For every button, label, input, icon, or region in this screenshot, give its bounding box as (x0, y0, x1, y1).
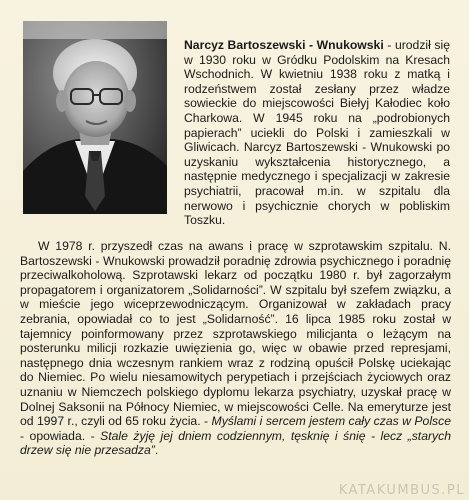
paragraph-end: . (154, 443, 159, 458)
quote-text: Myślami i sercem jestem cały czas w Polsce (211, 414, 452, 429)
watermark: KATAKUMBUS.PL (338, 483, 465, 498)
intro-text: - urodził się w 1930 roku w Gródku Podolskim na Kresach Wschodnich. W kwietniu 1938 roku z matką i rodzeństwem został zesłany przez władze sowieckie do miejscowości Biełyj Kałodiec koło Charkowa. W 1945 roku na „podrobionych papierach” uciekli do Polski i zamieszkali w Gliwicach. Narcyz Bartoszewski - Wnukowski po uzyskaniu wykształcenia historycznego, a następnie medycznego i specjalizacji w zakresie psychiatrii, pracował m.in. w szpitalu dla nerwowo i psychicznie chorych w pobliskim Toszku. (184, 38, 451, 228)
quote-text-continued: Stale żyję jej dniem codziennym, tęsknię i śnię - lecz „starych drzew się nie przesadza” (20, 428, 451, 458)
main-text: W 1978 r. przyszedł czas na awans i pracę w szprotawskim szpitalu. N. Bartoszewski - Wnukowski prowadził poradnię zdrowia psychicznego i poradnię przeciwalkoholową. Szprotawski lekarz od początku 1980 r. był zagorzałym propagatorem i organizatorem „Solidarności”. W szpitalu był szefem związku, a w mieście jego wiceprzewodniczącym. Organizował w zakładach pracy zebrania, opowiadał co to jest „Solidarność”. 16 lipca 1985 roku został w tajemnicy poinformowany przez szprotawskiego milicjanta o leżącym na posterunku milicji rozkazie uwięzienia go, więc w obawie przed represjami, następnego dnia wczesnym rankiem wraz z rodziną opuścił Polskę uciekając do Niemiec. Po wielu niesamowitych perypetiach i przejściach życiowych oraz uznaniu w Niemczech polskiego dyplomu lekarza psychiatry, uzyskał pracę w Dolnej Saksonii na Północy Niemiec, w miejscowości Celle. Na emeryturze jest od 1997 r., czyli od 65 roku życia. - (20, 239, 451, 429)
portrait-photo (23, 21, 167, 214)
biography-intro (184, 38, 450, 228)
main-paragraph (20, 239, 451, 458)
quote-attribution: - opowiada. - (20, 428, 101, 443)
biography-main (20, 239, 451, 458)
portrait-image (23, 21, 167, 214)
person-name: Narcyz Bartoszewski - Wnukowski (184, 38, 384, 52)
